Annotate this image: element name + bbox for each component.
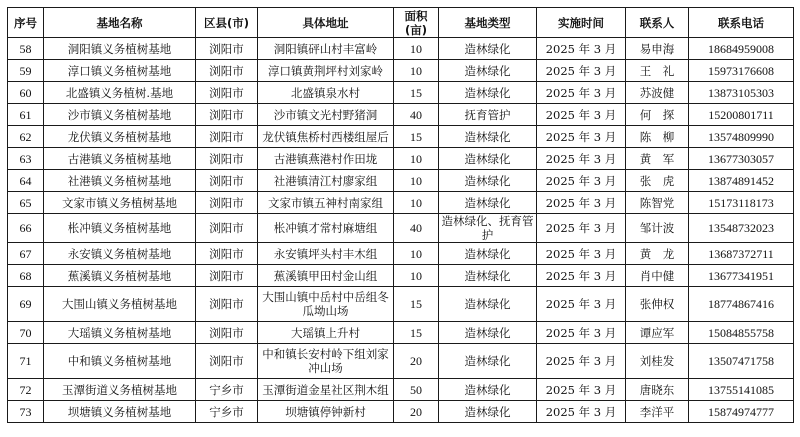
cell-district: 浏阳市: [196, 60, 258, 82]
cell-phone: 15084855758: [689, 322, 794, 344]
header-cell-base-type: 基地类型: [439, 8, 537, 38]
cell-contact: 陈 柳: [626, 126, 689, 148]
cell-area: 40: [394, 214, 439, 243]
cell-date: 2025 年 3 月: [537, 170, 626, 192]
table-row: [8, 38, 794, 60]
cell-district: 浏阳市: [196, 82, 258, 104]
cell-base-type: 抚育管护: [439, 104, 537, 126]
cell-area: 15: [394, 287, 439, 322]
cell-base-name: 永安镇义务植树基地: [44, 243, 196, 265]
cell-address: 古港镇燕港村作田垅: [258, 148, 394, 170]
cell-address: 玉潭街道金星社区荆木组: [258, 379, 394, 401]
table-row: [8, 82, 794, 104]
planting-base-table: [7, 7, 794, 423]
cell-district: 浏阳市: [196, 170, 258, 192]
cell-date: 2025 年 3 月: [537, 104, 626, 126]
cell-base-name: 大围山镇义务植树基地: [44, 287, 196, 322]
cell-district: 浏阳市: [196, 192, 258, 214]
cell-contact: 苏波健: [626, 82, 689, 104]
cell-area: 10: [394, 243, 439, 265]
cell-area: 10: [394, 192, 439, 214]
cell-district: 浏阳市: [196, 214, 258, 243]
cell-address: 蕉溪镇甲田村金山组: [258, 265, 394, 287]
cell-base-name: 沙市镇义务植树基地: [44, 104, 196, 126]
cell-base-name: 社港镇义务植树基地: [44, 170, 196, 192]
cell-base-name: 中和镇义务植树基地: [44, 344, 196, 379]
cell-date: 2025 年 3 月: [537, 344, 626, 379]
cell-area: 10: [394, 265, 439, 287]
cell-phone: 13687372711: [689, 243, 794, 265]
cell-phone: 15973176608: [689, 60, 794, 82]
cell-index: 67: [8, 243, 44, 265]
cell-phone: 15200801711: [689, 104, 794, 126]
cell-phone: 15874974777: [689, 401, 794, 423]
cell-date: 2025 年 3 月: [537, 60, 626, 82]
cell-index: 70: [8, 322, 44, 344]
cell-contact: 张 虎: [626, 170, 689, 192]
cell-base-type: 造林绿化: [439, 344, 537, 379]
cell-index: 72: [8, 379, 44, 401]
cell-address: 大瑶镇上升村: [258, 322, 394, 344]
cell-phone: 13677303057: [689, 148, 794, 170]
cell-address: 中和镇长安村岭下组刘家冲山场: [258, 344, 394, 379]
cell-base-type: 造林绿化: [439, 60, 537, 82]
cell-base-type: 造林绿化: [439, 265, 537, 287]
cell-base-type: 造林绿化: [439, 82, 537, 104]
cell-base-type: 造林绿化: [439, 379, 537, 401]
cell-base-name: 北盛镇义务植树.基地: [44, 82, 196, 104]
cell-base-type: 造林绿化: [439, 192, 537, 214]
cell-address: 龙伏镇焦桥村西楼组屋后: [258, 126, 394, 148]
cell-base-name: 蕉溪镇义务植树基地: [44, 265, 196, 287]
cell-base-name: 玉潭街道义务植树基地: [44, 379, 196, 401]
cell-contact: 易申海: [626, 38, 689, 60]
cell-date: 2025 年 3 月: [537, 192, 626, 214]
cell-base-name: 洞阳镇义务植树基地: [44, 38, 196, 60]
table-row: [8, 192, 794, 214]
cell-address: 社港镇清江村廖家组: [258, 170, 394, 192]
header-cell-contact: 联系人: [626, 8, 689, 38]
cell-district: 宁乡市: [196, 379, 258, 401]
cell-area: 20: [394, 344, 439, 379]
table-row: [8, 126, 794, 148]
cell-district: 浏阳市: [196, 104, 258, 126]
cell-base-type: 造林绿化: [439, 287, 537, 322]
cell-phone: 13677341951: [689, 265, 794, 287]
cell-area: 20: [394, 401, 439, 423]
cell-district: 宁乡市: [196, 401, 258, 423]
cell-area: 10: [394, 38, 439, 60]
cell-area: 50: [394, 379, 439, 401]
header-cell-district: 区县(市): [196, 8, 258, 38]
cell-base-type: 造林绿化: [439, 126, 537, 148]
cell-address: 洞阳镇砰山村丰富岭: [258, 38, 394, 60]
cell-index: 61: [8, 104, 44, 126]
cell-contact: 何 探: [626, 104, 689, 126]
cell-index: 64: [8, 170, 44, 192]
cell-district: 浏阳市: [196, 38, 258, 60]
cell-phone: 13548732023: [689, 214, 794, 243]
header-cell-area: 面积(亩): [394, 8, 439, 38]
header-cell-date: 实施时间: [537, 8, 626, 38]
cell-district: 浏阳市: [196, 322, 258, 344]
cell-address: 淳口镇黄荆坪村刘家岭: [258, 60, 394, 82]
cell-phone: 13755141085: [689, 379, 794, 401]
cell-date: 2025 年 3 月: [537, 243, 626, 265]
cell-base-name: 文家市镇义务植树基地: [44, 192, 196, 214]
cell-base-type: 造林绿化: [439, 170, 537, 192]
cell-contact: 陈智党: [626, 192, 689, 214]
cell-contact: 邹计波: [626, 214, 689, 243]
cell-base-type: 造林绿化: [439, 401, 537, 423]
cell-district: 浏阳市: [196, 287, 258, 322]
cell-phone: 13873105303: [689, 82, 794, 104]
cell-district: 浏阳市: [196, 148, 258, 170]
cell-address: 枨冲镇才常村麻塘组: [258, 214, 394, 243]
header-cell-phone: 联系电话: [689, 8, 794, 38]
cell-address: 沙市镇文光村野猪洞: [258, 104, 394, 126]
cell-address: 文家市镇五神村南家组: [258, 192, 394, 214]
cell-contact: 张伸权: [626, 287, 689, 322]
cell-base-type: 造林绿化: [439, 148, 537, 170]
cell-base-type: 造林绿化、抚育管护: [439, 214, 537, 243]
cell-date: 2025 年 3 月: [537, 401, 626, 423]
cell-contact: 黄 军: [626, 148, 689, 170]
table-row: [8, 401, 794, 423]
cell-base-name: 古港镇义务植树基地: [44, 148, 196, 170]
cell-area: 10: [394, 148, 439, 170]
header-cell-base-name: 基地名称: [44, 8, 196, 38]
cell-index: 62: [8, 126, 44, 148]
cell-contact: 谭应军: [626, 322, 689, 344]
cell-contact: 肖中健: [626, 265, 689, 287]
table-row: [8, 148, 794, 170]
cell-phone: 18684959008: [689, 38, 794, 60]
cell-area: 15: [394, 126, 439, 148]
table-row: [8, 170, 794, 192]
cell-district: 浏阳市: [196, 126, 258, 148]
cell-address: 大围山镇中岳村中岳组冬瓜坳山场: [258, 287, 394, 322]
cell-date: 2025 年 3 月: [537, 126, 626, 148]
cell-date: 2025 年 3 月: [537, 82, 626, 104]
cell-address: 北盛镇泉水村: [258, 82, 394, 104]
cell-index: 71: [8, 344, 44, 379]
cell-base-name: 枨冲镇义务植树基地: [44, 214, 196, 243]
cell-phone: 13507471758: [689, 344, 794, 379]
cell-date: 2025 年 3 月: [537, 287, 626, 322]
cell-index: 60: [8, 82, 44, 104]
cell-contact: 李洋平: [626, 401, 689, 423]
cell-area: 15: [394, 82, 439, 104]
cell-address: 坝塘镇停钟新村: [258, 401, 394, 423]
cell-index: 65: [8, 192, 44, 214]
header-cell-address: 具体地址: [258, 8, 394, 38]
cell-phone: 15173118173: [689, 192, 794, 214]
cell-district: 浏阳市: [196, 265, 258, 287]
table-row: [8, 265, 794, 287]
cell-index: 73: [8, 401, 44, 423]
table-row: [8, 243, 794, 265]
table-row: [8, 379, 794, 401]
cell-base-name: 坝塘镇义务植树基地: [44, 401, 196, 423]
cell-district: 浏阳市: [196, 344, 258, 379]
cell-index: 58: [8, 38, 44, 60]
table-row: [8, 287, 794, 322]
cell-base-type: 造林绿化: [439, 38, 537, 60]
cell-base-name: 龙伏镇义务植树基地: [44, 126, 196, 148]
cell-date: 2025 年 3 月: [537, 38, 626, 60]
cell-area: 10: [394, 60, 439, 82]
cell-address: 永安镇坪头村丰木组: [258, 243, 394, 265]
cell-date: 2025 年 3 月: [537, 214, 626, 243]
table-row: [8, 104, 794, 126]
cell-contact: 王 礼: [626, 60, 689, 82]
cell-date: 2025 年 3 月: [537, 322, 626, 344]
cell-contact: 唐晓东: [626, 379, 689, 401]
cell-area: 40: [394, 104, 439, 126]
cell-date: 2025 年 3 月: [537, 265, 626, 287]
header-cell-index: 序号: [8, 8, 44, 38]
cell-index: 66: [8, 214, 44, 243]
cell-date: 2025 年 3 月: [537, 148, 626, 170]
cell-phone: 13874891452: [689, 170, 794, 192]
cell-index: 59: [8, 60, 44, 82]
cell-contact: 刘桂发: [626, 344, 689, 379]
table-row: [8, 214, 794, 243]
table-row: [8, 322, 794, 344]
cell-base-name: 淳口镇义务植树基地: [44, 60, 196, 82]
cell-contact: 黄 龙: [626, 243, 689, 265]
cell-index: 63: [8, 148, 44, 170]
cell-phone: 13574809990: [689, 126, 794, 148]
cell-date: 2025 年 3 月: [537, 379, 626, 401]
cell-area: 15: [394, 322, 439, 344]
cell-base-type: 造林绿化: [439, 243, 537, 265]
header-row: [8, 8, 794, 38]
cell-index: 68: [8, 265, 44, 287]
cell-phone: 18774867416: [689, 287, 794, 322]
cell-index: 69: [8, 287, 44, 322]
cell-area: 10: [394, 170, 439, 192]
cell-district: 浏阳市: [196, 243, 258, 265]
table-row: [8, 344, 794, 379]
cell-base-type: 造林绿化: [439, 322, 537, 344]
table-row: [8, 60, 794, 82]
cell-base-name: 大瑶镇义务植树基地: [44, 322, 196, 344]
